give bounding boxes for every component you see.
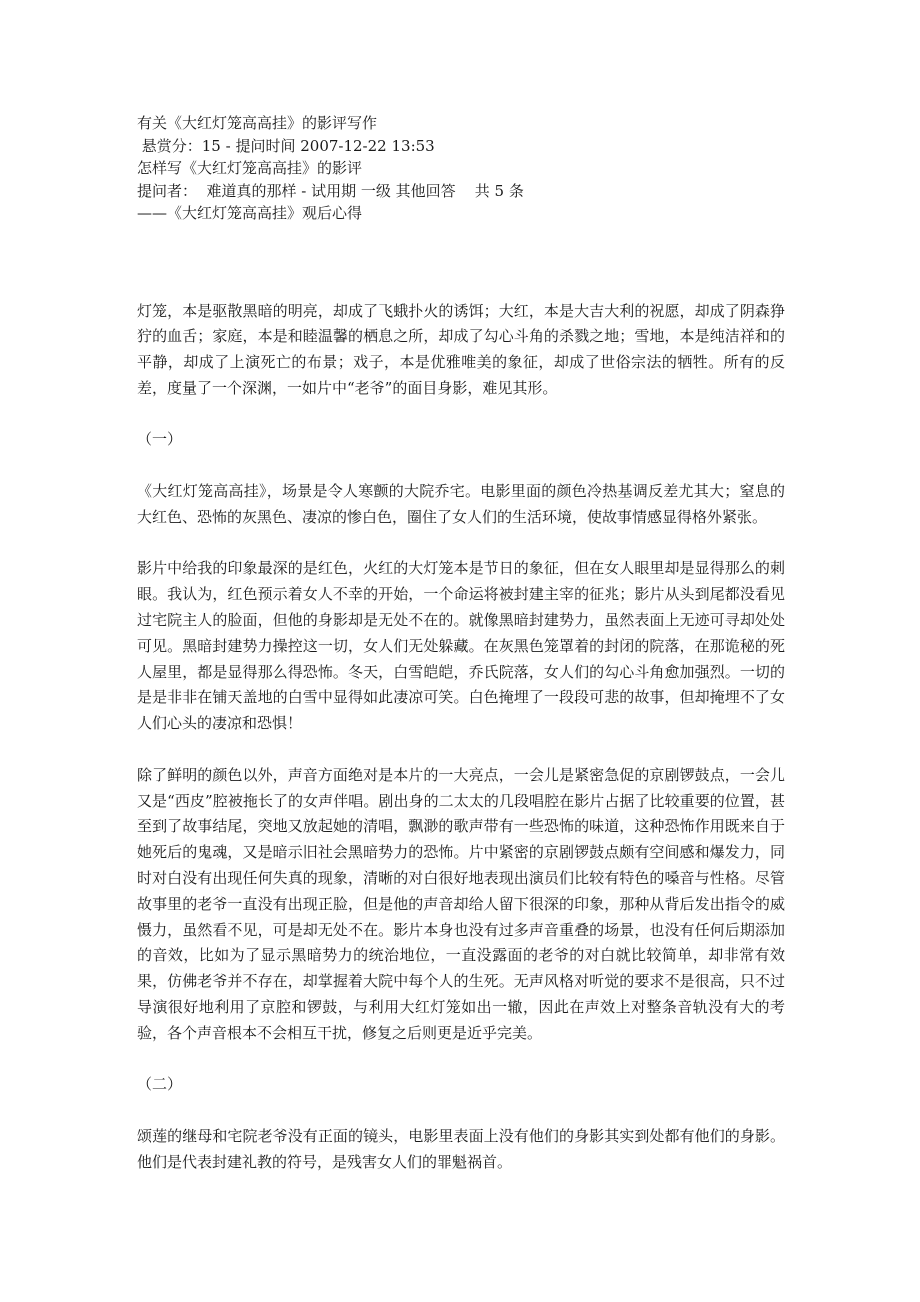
intro-paragraph: 灯笼，本是驱散黑暗的明亮，却成了飞蛾扑火的诱饵；大红，本是大吉大利的祝愿，却成了阴森狰狞的血舌；家庭，本是和睦温馨的栖息之所，却成了勾心斗角的杀戮之地；雪地，本是纯洁祥和的平静，却成了上演死亡的布景；戏子，本是优雅唯美的象征，却成了世俗宗法的牺牲。所有的反差，度量了一个深渊，一如片中“老爷”的面目身影，难见其形。 bbox=[137, 301, 785, 397]
article-subtitle: ——《大红灯笼高高挂》观后心得 bbox=[137, 204, 363, 222]
paragraph-colors: 《大红灯笼高高挂》，场景是令人寒颤的大院乔宅。电影里面的颜色冷热基调反差尤其大；窒息的大红色、恐怖的灰黑色、凄凉的惨白色，圈住了女人们的生活环境，使故事情感显得格外紧张。 bbox=[137, 482, 785, 526]
paragraph-sound: 除了鲜明的颜色以外，声音方面绝对是本片的一大亮点，一会儿是紧密急促的京剧锣鼓点，一会儿又是“西皮”腔被拖长了的女声伴唱。剧出身的二太太的几段唱腔在影片占据了比较重要的位置，甚至到了故事结尾，突地又放起她的清唱，飘渺的歌声带有一些恐怖的味道，这种恐怖作用既来自于她死后的鬼魂，又是暗示旧社会黑暗势力的恐怖。片中紧密的京剧锣鼓点颇有空间感和爆发力，同时对白没有出现任何失真的现象，清晰的对白很好地表现出演员们比较有特色的嗓音与性格。尽管故事里的老爷一直没有出现正脸，但是他的声音却给人留下很深的印象，那种从背后发出指令的威慑力，虽然看不见，可是却无处不在。影片本身也没有过多声音重叠的场景，也没有任何后期添加的音效，比如为了显示黑暗势力的统治地位，一直没露面的老爷的对白就比较简单，却非常有效果，仿佛老爷并不存在，却掌握着大院中每个人的生死。无声风格对听觉的要求不是很高，只不过导演很好地利用了京腔和锣鼓，与利用大红灯笼如出一辙，因此在声效上对整条音轨没有大的考验，各个声音根本不会相互干扰，修复之后则更是近乎完美。 bbox=[137, 765, 785, 1042]
question-title: 怎样写《大红灯笼高高挂》的影评 bbox=[137, 159, 363, 177]
question-header bbox=[137, 112, 785, 225]
reward-and-time: 悬赏分：15 - 提问时间 2007-12-22 13:53 bbox=[137, 136, 435, 155]
document-page bbox=[137, 112, 785, 1176]
paragraph-symbols: 颂莲的继母和宅院老爷没有正面的镜头，电影里表面上没有他们的身影其实到处都有他们的身影。他们是代表封建礼教的符号，是残害女人们的罪魁祸首。 bbox=[137, 1127, 785, 1171]
paragraph-red: 影片中给我的印象最深的是红色，火红的大灯笼本是节日的象征，但在女人眼里却是显得那么的刺眼。我认为，红色预示着女人不幸的开始，一个命运将被封建主宰的征兆；影片从头到尾都没看见过宅院主人的脸面，但他的身影却是无处不在的。就像黑暗封建势力，虽然表面上无迹可寻却处处可见。黑暗封建势力操控这一切，女人们无处躲藏。在灰黑色笼罩着的封闭的院落，在那诡秘的死人屋里，都是显得那么得恐怖。冬天，白雪皑皑，乔氏院落，女人们的勾心斗角愈加强烈。一切的是是非非在铺天盖地的白雪中显得如此凄凉可笑。白色掩埋了一段段可悲的故事，但却掩埋不了女人们心头的凄凉和恐惧！ bbox=[137, 559, 785, 733]
asker-info: 提问者： 难道真的那样 - 试用期 一级 其他回答 共 5 条 bbox=[137, 181, 524, 200]
section-heading-2: （二） bbox=[137, 1075, 183, 1094]
section-heading-1: （一） bbox=[137, 430, 183, 449]
document-title: 有关《大红灯笼高高挂》的影评写作 bbox=[137, 114, 378, 132]
